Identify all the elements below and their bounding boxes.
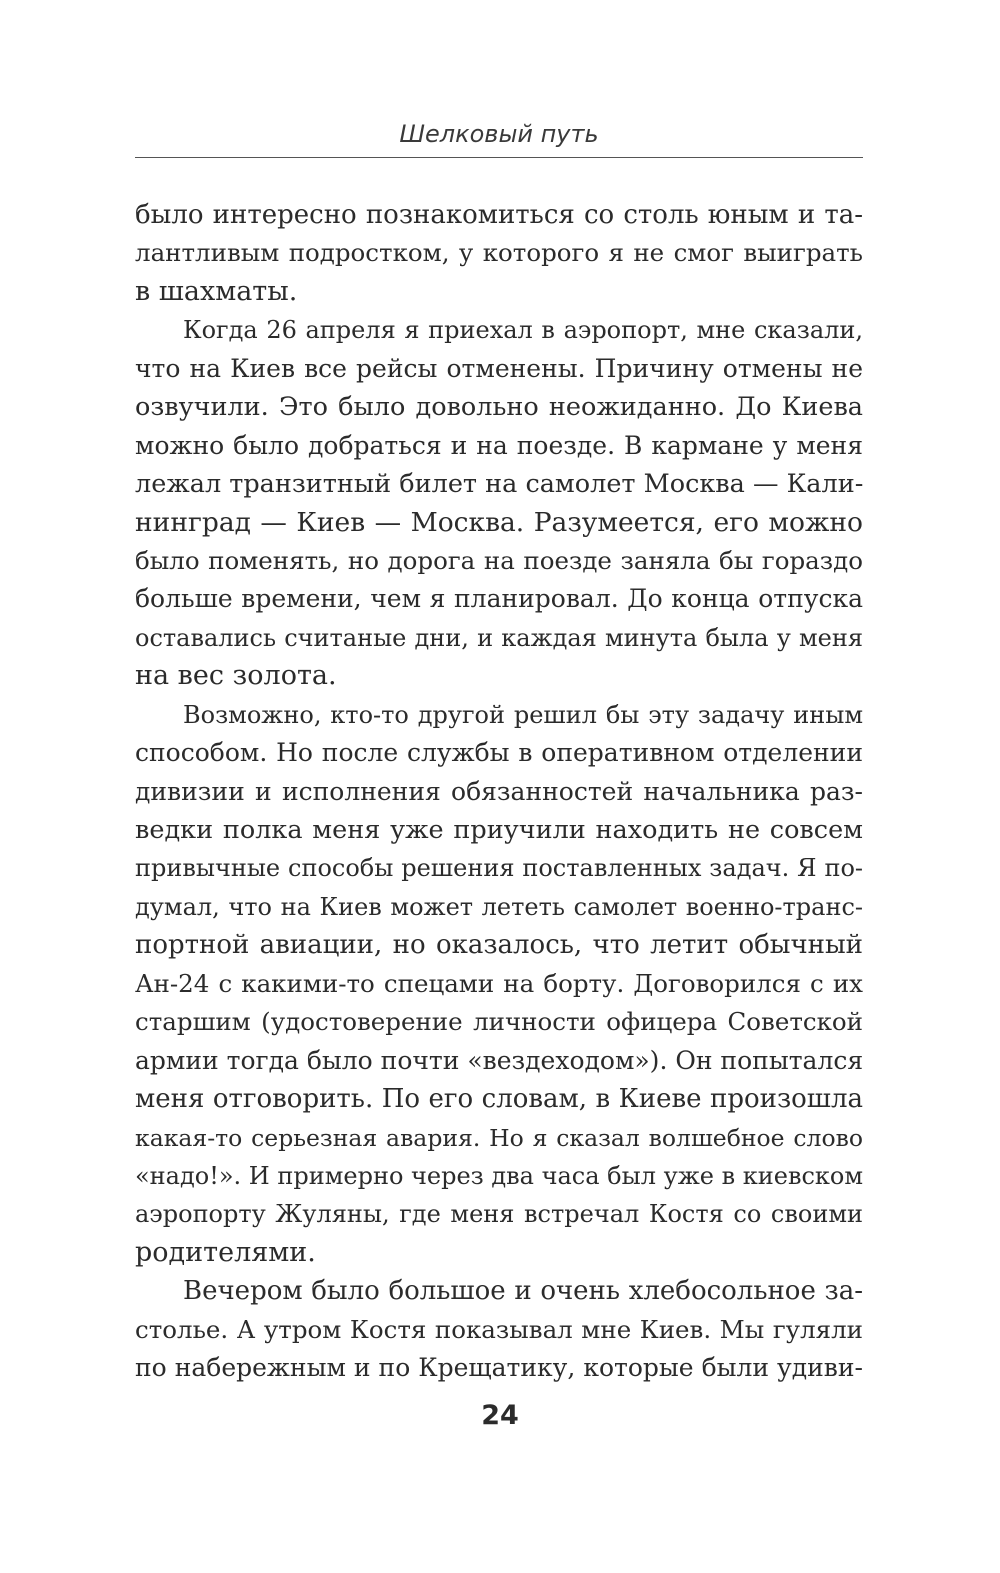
text-line: лежал транзитный билет на самолет Москва — Кали- <box>135 469 864 500</box>
page-number: 24 <box>481 1400 519 1431</box>
text-line: меня отговорить. По его словам, в Киеве произошла <box>135 1084 863 1115</box>
text-line: можно было добраться и на поезде. В кармане у меня <box>135 430 863 460</box>
text-line: привычные способы решения поставленных задач. Я по- <box>135 854 863 883</box>
text-line: оставались считаные дни, и каждая минута была у меня <box>135 623 863 652</box>
text-line: «надо!». И примерно через два часа был уже в киевском <box>135 1161 864 1190</box>
text-line: что на Киев все рейсы отменены. Причину отмены не <box>135 353 863 383</box>
text-line: столье. А утром Костя показывал мне Киев. Мы гуляли <box>135 1314 863 1344</box>
text-line: родителями. <box>135 1236 316 1268</box>
text-line: ведки полка меня уже приучили находить не совсем <box>135 815 863 845</box>
text-line: лантливым подростком, у которого я не смог выиграть <box>135 238 863 268</box>
text-line: было интересно познакомиться со столь юным и та- <box>135 200 863 230</box>
text-line: на вес золота. <box>135 660 337 692</box>
text-line: армии тогда было почти «вездеходом»). Он попытался <box>135 1045 864 1075</box>
text-line: Ан-24 с какими-то спецами на борту. Договорился с их <box>135 968 863 998</box>
text-line: нинград — Киев — Москва. Разумеется, его можно <box>135 506 863 538</box>
text-line: Когда 26 апреля я приехал в аэропорт, мне сказали, <box>183 316 863 345</box>
text-line: дивизии и исполнения обязанностей начальника раз- <box>135 776 863 806</box>
header-rule <box>135 157 863 158</box>
text-line: какая-то серьезная авария. Но я сказал волшебное слово <box>135 1123 863 1152</box>
text-line: больше времени, чем я планировал. До конца отпуска <box>135 584 863 614</box>
text-line: старшим (удостоверение личности офицера Советской <box>135 1007 863 1037</box>
running-title: Шелковый путь <box>399 120 599 148</box>
text-line: озвучили. Это было довольно неожиданно. До Киева <box>135 392 863 423</box>
text-line: портной авиации, но оказалось, что летит обычный <box>135 930 863 961</box>
text-line: по набережным и по Крещатику, которые были удиви- <box>135 1353 863 1383</box>
text-line: способом. Но после службы в оперативном отделении <box>135 738 863 768</box>
text-line: в шахматы. <box>135 275 298 307</box>
text-line: Возможно, кто-то другой решил бы эту задачу иным <box>183 700 863 729</box>
text-line: аэропорту Жуляны, где меня встречал Костя со своими <box>135 1200 863 1229</box>
text-line: думал, что на Киев может лететь самолет военно-транс- <box>135 892 863 921</box>
text-line: было поменять, но дорога на поезде заняла бы гораздо <box>135 545 863 575</box>
text-line: Вечером было большое и очень хлебосольное за- <box>183 1276 863 1307</box>
body-text <box>135 196 863 1388</box>
